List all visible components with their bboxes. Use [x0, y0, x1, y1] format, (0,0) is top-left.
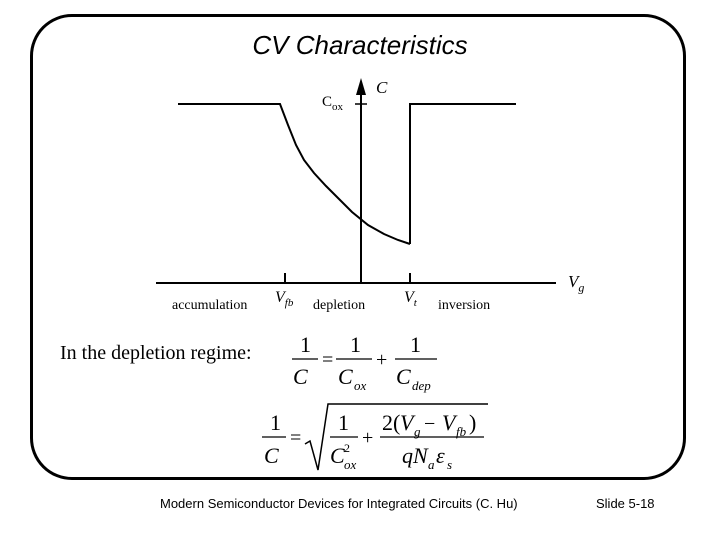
svg-text:ε: ε	[436, 443, 445, 468]
svg-text:1: 1	[270, 410, 281, 435]
vg-label-sub: g	[578, 280, 585, 295]
svg-text:qN: qN	[402, 443, 428, 468]
svg-text:ox: ox	[354, 378, 367, 393]
svg-text:=: =	[322, 349, 334, 371]
c-axis-label: C	[376, 78, 388, 97]
svg-text:2: 2	[344, 441, 350, 455]
depletion-intro: In the depletion regime:	[60, 342, 252, 364]
svg-text:C: C	[264, 443, 279, 468]
svg-text:+: +	[362, 427, 374, 449]
svg-text:2(: 2(	[382, 410, 401, 435]
region-accumulation: accumulation	[172, 298, 248, 313]
footer-source: Modern Semiconductor Devices for Integrated Circuits (C. Hu)	[160, 496, 518, 511]
vg-label-main: V	[568, 272, 579, 291]
svg-text:1: 1	[338, 410, 349, 435]
svg-text:V: V	[442, 410, 456, 435]
equation-1	[292, 332, 437, 393]
svg-text:=: =	[290, 427, 302, 449]
svg-text:g: g	[414, 424, 421, 439]
svg-text:1: 1	[410, 332, 421, 357]
svg-text:1: 1	[300, 332, 311, 357]
svg-text:fb: fb	[456, 424, 467, 439]
svg-text:1: 1	[350, 332, 361, 357]
svg-text:C: C	[293, 364, 308, 389]
svg-text:C: C	[396, 364, 411, 389]
svg-text:C: C	[330, 443, 345, 468]
svg-text:dep: dep	[412, 378, 431, 393]
vfb-label-sub: fb	[284, 297, 294, 310]
svg-text:a: a	[428, 457, 435, 472]
svg-text:V: V	[400, 410, 414, 435]
equation-2	[262, 404, 488, 472]
svg-text:s: s	[447, 457, 453, 472]
region-depletion: depletion	[313, 298, 366, 313]
region-inversion: inversion	[438, 298, 491, 313]
svg-text:ox: ox	[344, 457, 357, 472]
svg-text:−: −	[424, 413, 436, 435]
vfb-label-main: V	[275, 289, 285, 306]
svg-text:+: +	[376, 349, 388, 371]
footer-slide-number: Slide 5-18	[596, 496, 655, 511]
vt-label-sub: t	[413, 297, 417, 310]
svg-text:): )	[469, 410, 477, 435]
slide-title: CV Characteristics	[252, 30, 468, 60]
cox-label-main: C	[322, 94, 333, 110]
cox-label-sub: ox	[332, 101, 344, 113]
svg-text:C: C	[338, 364, 353, 389]
vt-label-main: V	[404, 289, 414, 306]
